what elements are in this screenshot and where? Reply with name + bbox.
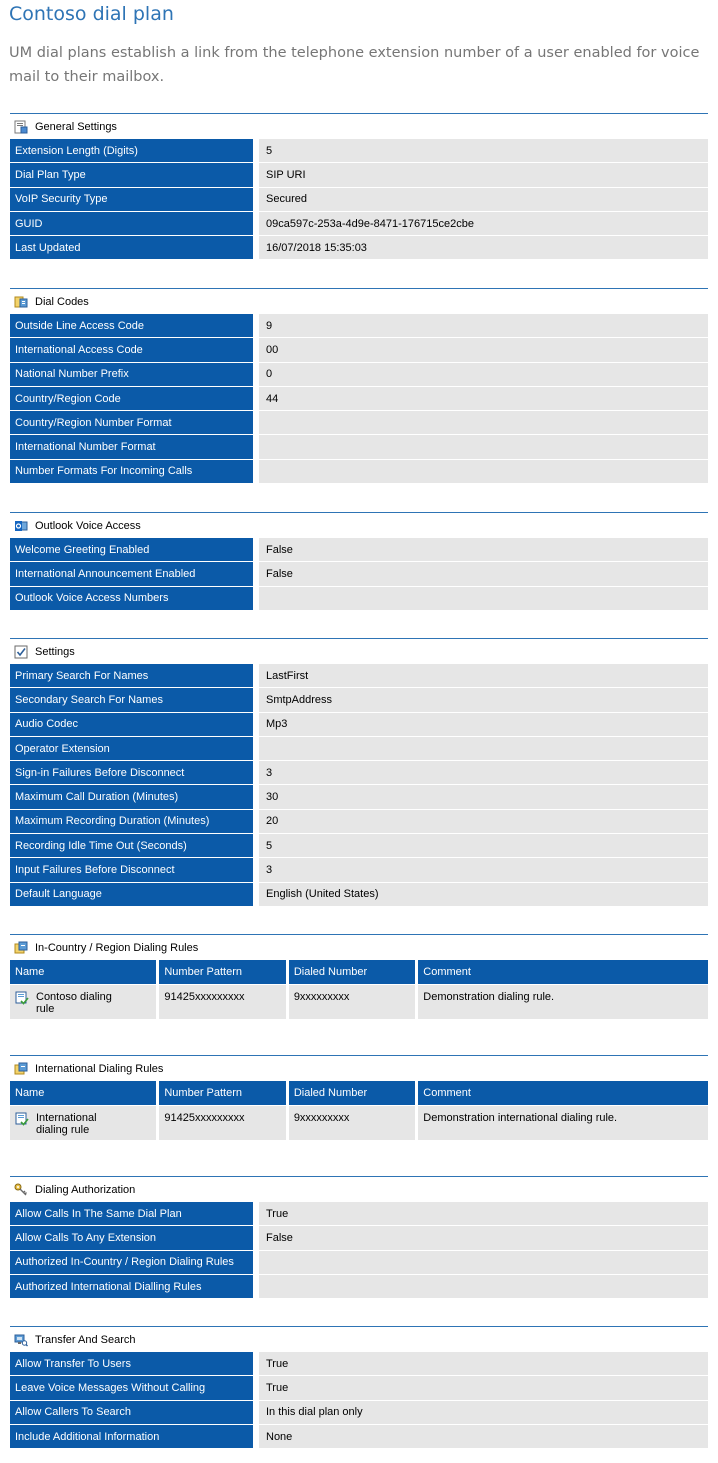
kv-row [10,761,708,785]
kv-key: GUID [10,212,253,236]
kv-value [259,737,708,761]
section-title: International Dialing Rules [35,1062,164,1075]
kv-row [10,139,708,163]
kv-row [10,810,708,834]
column-header: Dialed Number [289,960,415,984]
table-row [10,985,708,1019]
dialed-number-cell: 9xxxxxxxxx [289,1106,415,1140]
section-header [10,1177,708,1202]
kv-key: Input Failures Before Disconnect [10,858,253,882]
section-title: Dialing Authorization [35,1183,136,1196]
kv-row [10,538,708,562]
kv-row [10,460,708,484]
section-dial-codes [10,288,708,484]
rule-name-line: International [36,1112,97,1124]
section-in-country-dialing-rules [10,934,708,1019]
kv-row [10,188,708,212]
kv-key: Include Additional Information [10,1425,253,1449]
section-header [10,935,708,960]
kv-key: Allow Calls In The Same Dial Plan [10,1202,253,1226]
kv-value: 5 [259,139,708,163]
kv-row [10,664,708,688]
column-header: Number Pattern [159,960,285,984]
table-header [10,960,708,984]
kv-value [259,435,708,459]
kv-key: Leave Voice Messages Without Calling [10,1376,253,1400]
kv-value: False [259,1226,708,1250]
section-international-dialing-rules [10,1055,708,1140]
rule-name [36,1112,97,1140]
rule-name-cell [10,985,156,1019]
rule-item-icon [15,991,29,1005]
kv-key: Outlook Voice Access Numbers [10,587,253,611]
kv-row [10,363,708,387]
kv-key: Primary Search For Names [10,664,253,688]
section-general-settings [10,113,708,260]
kv-key: Secondary Search For Names [10,688,253,712]
kv-row [10,834,708,858]
kv-value [259,1251,708,1275]
kv-row [10,387,708,411]
kv-value: 20 [259,810,708,834]
rule-name-cell [10,1106,156,1140]
section-header [10,639,708,664]
transfer-search-icon [14,1333,28,1347]
column-header: Dialed Number [289,1081,415,1105]
key-icon [14,1183,28,1197]
column-header: Number Pattern [159,1081,285,1105]
rule-name-line: dialing rule [36,1124,90,1136]
section-dialing-authorization [10,1176,708,1299]
kv-row [10,688,708,712]
section-settings [10,638,708,907]
kv-key: International Number Format [10,435,253,459]
kv-value: LastFirst [259,664,708,688]
comment-cell: Demonstration international dialing rule. [418,1106,708,1140]
table-header [10,1081,708,1105]
kv-row [10,212,708,236]
kv-value [259,460,708,484]
kv-row [10,411,708,435]
general-settings-icon [14,120,28,134]
column-header: Comment [418,1081,708,1105]
kv-row [10,562,708,586]
kv-key: Extension Length (Digits) [10,139,253,163]
dialing-rules-icon [14,1062,28,1076]
kv-key: Recording Idle Time Out (Seconds) [10,834,253,858]
kv-value: 9 [259,314,708,338]
kv-key: Number Formats For Incoming Calls [10,460,253,484]
kv-value: 30 [259,785,708,809]
kv-row [10,1202,708,1226]
outlook-icon [14,519,28,533]
kv-value: 3 [259,761,708,785]
kv-value: 09ca597c-253a-4d9e-8471-176715ce2cbe [259,212,708,236]
page-title: Contoso dial plan [9,3,174,25]
kv-key: Audio Codec [10,713,253,737]
section-header [10,513,708,538]
kv-value: 00 [259,338,708,362]
kv-key: Country/Region Code [10,387,253,411]
section-title: Settings [35,645,75,658]
kv-row [10,236,708,260]
column-header: Comment [418,960,708,984]
kv-value [259,1275,708,1299]
kv-value: SmtpAddress [259,688,708,712]
kv-key: Dial Plan Type [10,163,253,187]
kv-key: International Access Code [10,338,253,362]
rule-name [36,991,112,1019]
rule-name-line: Contoso dialing [36,991,112,1003]
section-header [10,1327,708,1352]
kv-key: Outside Line Access Code [10,314,253,338]
kv-row [10,587,708,611]
dialing-rules-icon [14,941,28,955]
kv-key: VoIP Security Type [10,188,253,212]
kv-value: Secured [259,188,708,212]
section-header [10,289,708,314]
section-outlook-voice-access [10,512,708,611]
kv-key: National Number Prefix [10,363,253,387]
settings-checkbox-icon [14,645,28,659]
kv-value: 16/07/2018 15:35:03 [259,236,708,260]
kv-value: 0 [259,363,708,387]
kv-row [10,435,708,459]
kv-key: Authorized International Dialling Rules [10,1275,253,1299]
kv-key: Default Language [10,883,253,907]
kv-key: Allow Transfer To Users [10,1352,253,1376]
kv-value: English (United States) [259,883,708,907]
number-pattern-cell: 91425xxxxxxxxx [159,1106,285,1140]
kv-key: Last Updated [10,236,253,260]
kv-value [259,587,708,611]
kv-value: Mp3 [259,713,708,737]
kv-key: Welcome Greeting Enabled [10,538,253,562]
kv-key: Operator Extension [10,737,253,761]
kv-value: True [259,1352,708,1376]
section-transfer-and-search [10,1326,708,1449]
dial-codes-icon [14,295,28,309]
kv-key: Country/Region Number Format [10,411,253,435]
kv-row [10,883,708,907]
kv-value: 44 [259,387,708,411]
kv-row [10,1226,708,1250]
kv-value: SIP URI [259,163,708,187]
kv-value: None [259,1425,708,1449]
kv-key: Maximum Recording Duration (Minutes) [10,810,253,834]
kv-row [10,785,708,809]
section-title: Transfer And Search [35,1333,136,1346]
section-title: Outlook Voice Access [35,519,141,532]
kv-value [259,411,708,435]
kv-value: 5 [259,834,708,858]
kv-value: True [259,1202,708,1226]
section-title: General Settings [35,120,117,133]
kv-value: In this dial plan only [259,1401,708,1425]
kv-key: Sign-in Failures Before Disconnect [10,761,253,785]
section-header [10,114,708,139]
rule-name-line: rule [36,1003,55,1015]
column-header: Name [10,960,156,984]
section-header [10,1056,708,1081]
kv-row [10,1376,708,1400]
kv-row [10,1352,708,1376]
rule-item-icon [15,1112,29,1126]
kv-row [10,314,708,338]
kv-value: 3 [259,858,708,882]
kv-value: False [259,538,708,562]
kv-row [10,163,708,187]
kv-row [10,713,708,737]
section-title: Dial Codes [35,295,89,308]
kv-row [10,1251,708,1275]
kv-row [10,338,708,362]
kv-key: Allow Calls To Any Extension [10,1226,253,1250]
kv-row [10,1401,708,1425]
page-description: UM dial plans establish a link from the telephone extension number of a user enabled for voice mail to their mailbox. [9,45,700,85]
kv-key: International Announcement Enabled [10,562,253,586]
dialed-number-cell: 9xxxxxxxxx [289,985,415,1019]
section-title: In-Country / Region Dialing Rules [35,941,199,954]
kv-key: Authorized In-Country / Region Dialing Rules [10,1251,253,1275]
kv-key: Allow Callers To Search [10,1401,253,1425]
comment-cell: Demonstration dialing rule. [418,985,708,1019]
number-pattern-cell: 91425xxxxxxxxx [159,985,285,1019]
kv-row [10,858,708,882]
kv-row [10,1275,708,1299]
kv-row [10,737,708,761]
kv-value: False [259,562,708,586]
table-row [10,1106,708,1140]
kv-value: True [259,1376,708,1400]
column-header: Name [10,1081,156,1105]
kv-key: Maximum Call Duration (Minutes) [10,785,253,809]
kv-row [10,1425,708,1449]
